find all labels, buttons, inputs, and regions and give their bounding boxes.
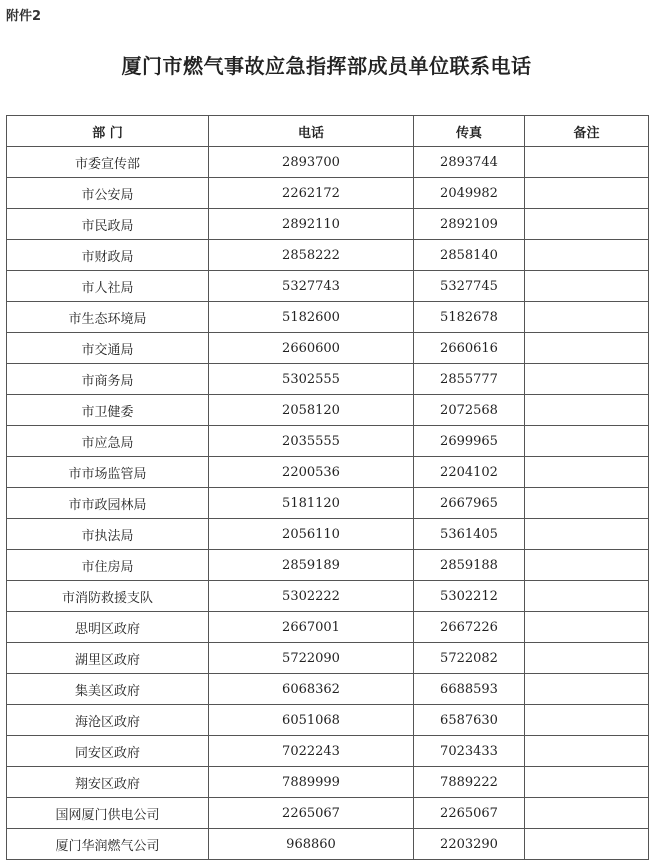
table-row [7,271,649,302]
note-cell [525,519,649,550]
phone-cell: 5302555 [209,364,414,395]
note-cell [525,426,649,457]
phone-cell: 2056110 [209,519,414,550]
table-row [7,333,649,364]
phone-cell: 2667001 [209,612,414,643]
note-cell [525,240,649,271]
note-cell [525,581,649,612]
phone-cell: 5182600 [209,302,414,333]
note-cell [525,829,649,860]
note-cell [525,271,649,302]
table-row [7,581,649,612]
fax-cell: 2203290 [414,829,525,860]
fax-cell: 2855777 [414,364,525,395]
phone-cell: 6051068 [209,705,414,736]
fax-cell: 2667965 [414,488,525,519]
header-department: 部 门 [7,116,209,147]
fax-cell: 5302212 [414,581,525,612]
department-cell: 市商务局 [7,364,209,395]
table-row [7,643,649,674]
attachment-label: 附件2 [6,9,42,24]
note-cell [525,178,649,209]
department-cell: 市市场监管局 [7,457,209,488]
fax-cell: 2072568 [414,395,525,426]
table-row [7,209,649,240]
fax-cell: 2892109 [414,209,525,240]
table-row [7,798,649,829]
department-cell: 思明区政府 [7,612,209,643]
table-row [7,736,649,767]
department-cell: 市委宣传部 [7,147,209,178]
department-cell: 市市政园林局 [7,488,209,519]
note-cell [525,457,649,488]
note-cell [525,550,649,581]
phone-cell: 2892110 [209,209,414,240]
fax-cell: 7889222 [414,767,525,798]
fax-cell: 7023433 [414,736,525,767]
table-header-row [7,116,649,147]
department-cell: 市消防救援支队 [7,581,209,612]
phone-cell: 5722090 [209,643,414,674]
fax-cell: 2699965 [414,426,525,457]
fax-cell: 2660616 [414,333,525,364]
phone-cell: 5327743 [209,271,414,302]
table-row [7,364,649,395]
note-cell [525,674,649,705]
fax-cell: 5361405 [414,519,525,550]
note-cell [525,705,649,736]
table-row [7,147,649,178]
fax-cell: 6587630 [414,705,525,736]
table-row [7,488,649,519]
phone-cell: 6068362 [209,674,414,705]
note-cell [525,364,649,395]
phone-cell: 968860 [209,829,414,860]
header-note: 备注 [525,116,649,147]
phone-cell: 5302222 [209,581,414,612]
fax-cell: 2049982 [414,178,525,209]
note-cell [525,612,649,643]
table-row [7,178,649,209]
department-cell: 翔安区政府 [7,767,209,798]
phone-cell: 7022243 [209,736,414,767]
table-row [7,519,649,550]
department-cell: 市卫健委 [7,395,209,426]
table-row [7,457,649,488]
note-cell [525,395,649,426]
fax-cell: 2893744 [414,147,525,178]
note-cell [525,736,649,767]
department-cell: 市住房局 [7,550,209,581]
fax-cell: 2859188 [414,550,525,581]
phone-cell: 2893700 [209,147,414,178]
phone-cell: 2262172 [209,178,414,209]
table-row [7,302,649,333]
fax-cell: 2667226 [414,612,525,643]
phone-cell: 2265067 [209,798,414,829]
department-cell: 市公安局 [7,178,209,209]
header-fax: 传真 [414,116,525,147]
department-cell: 市交通局 [7,333,209,364]
department-cell: 市人社局 [7,271,209,302]
note-cell [525,147,649,178]
contact-table [6,115,649,860]
note-cell [525,488,649,519]
table-row [7,612,649,643]
phone-cell: 2660600 [209,333,414,364]
fax-cell: 6688593 [414,674,525,705]
table-row [7,550,649,581]
fax-cell: 5722082 [414,643,525,674]
note-cell [525,798,649,829]
department-cell: 市民政局 [7,209,209,240]
table-row [7,240,649,271]
table-body [7,147,649,860]
department-cell: 厦门华润燃气公司 [7,829,209,860]
table-row [7,674,649,705]
phone-cell: 2859189 [209,550,414,581]
note-cell [525,333,649,364]
department-cell: 市财政局 [7,240,209,271]
note-cell [525,209,649,240]
phone-cell: 7889999 [209,767,414,798]
note-cell [525,302,649,333]
fax-cell: 5182678 [414,302,525,333]
department-cell: 市应急局 [7,426,209,457]
phone-cell: 2200536 [209,457,414,488]
department-cell: 集美区政府 [7,674,209,705]
fax-cell: 2265067 [414,798,525,829]
phone-cell: 2058120 [209,395,414,426]
phone-cell: 5181120 [209,488,414,519]
department-cell: 湖里区政府 [7,643,209,674]
table-row [7,426,649,457]
table-row [7,767,649,798]
department-cell: 市生态环境局 [7,302,209,333]
header-phone: 电话 [209,116,414,147]
table-row [7,395,649,426]
department-cell: 市执法局 [7,519,209,550]
note-cell [525,767,649,798]
phone-cell: 2035555 [209,426,414,457]
department-cell: 同安区政府 [7,736,209,767]
phone-cell: 2858222 [209,240,414,271]
department-cell: 海沧区政府 [7,705,209,736]
note-cell [525,643,649,674]
fax-cell: 5327745 [414,271,525,302]
fax-cell: 2858140 [414,240,525,271]
document-title: 厦门市燃气事故应急指挥部成员单位联系电话 [121,54,532,78]
fax-cell: 2204102 [414,457,525,488]
table-row [7,829,649,860]
department-cell: 国网厦门供电公司 [7,798,209,829]
table-row [7,705,649,736]
